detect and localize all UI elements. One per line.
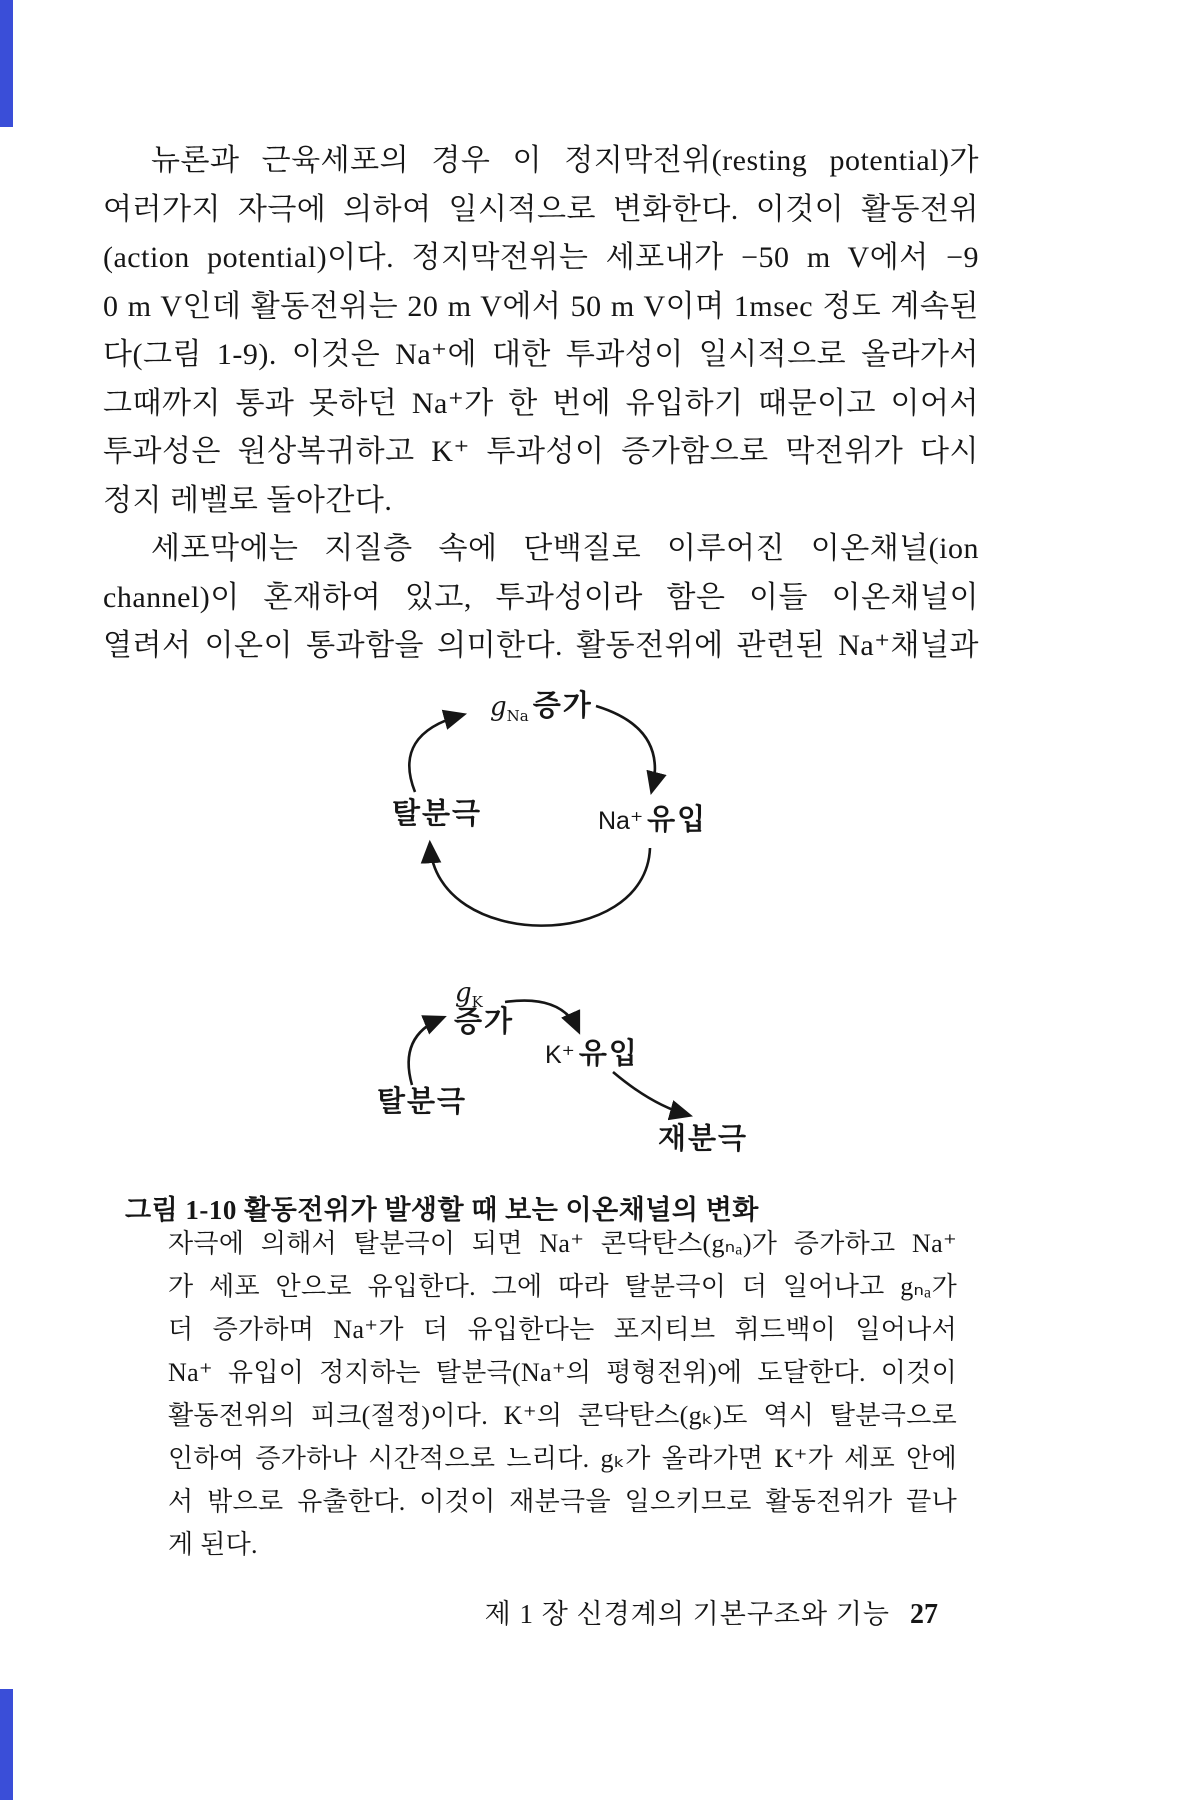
increase-text: 증가 [532, 690, 593, 722]
figure-k-repolarization-chain [360, 978, 750, 1160]
arrow-gna-to-nainflow [596, 706, 655, 790]
body-line: 0 m V인데 활동전위는 20 m V에서 50 m V이며 1msec 정도 계속된 [103, 289, 979, 323]
arrow-kinflow-to-repol [613, 1072, 688, 1115]
na-ion-text: Na⁺ [598, 807, 644, 835]
caption-line: 게 된다. [168, 1530, 258, 1559]
figure-caption-body [168, 1222, 957, 1566]
caption-line: 서 밖으로 유출한다. 이것이 재분극을 일으키므로 활동전위가 끝나 [168, 1487, 957, 1516]
body-text [103, 137, 979, 671]
body-line: 열려서 이온이 통과함을 의미한다. 활동전위에 관련된 Na⁺채널과 [103, 629, 979, 662]
chapter-title: 제 1 장 신경계의 기본구조와 기능 [484, 1599, 890, 1629]
figure-na-feedback-cycle [350, 690, 750, 952]
arrow-depol-to-gna [409, 715, 462, 792]
arrow-nainflow-to-depol [430, 845, 650, 926]
caption-line: 가 세포 안으로 유입한다. 그에 따라 탈분극이 더 일어나고 gₙₐ가 [168, 1272, 957, 1301]
body-line: 다(그림 1-9). 이것은 Na⁺에 대한 투과성이 일시적으로 올라가서 [103, 338, 979, 371]
k-ion-text: K⁺ [545, 1041, 575, 1069]
arrow-gk-to-kinflow [505, 1001, 578, 1030]
page-footer [438, 1592, 938, 1631]
conductance-symbol: $g_{Na}$ [490, 692, 529, 726]
body-line: 정지 레벨로 돌아간다. [103, 483, 393, 517]
caption-line: 활동전위의 피크(절정)이다. K⁺의 콘닥탄스(gₖ)도 역시 탈분극으로 [168, 1401, 957, 1430]
body-line: 뉴론과 근육세포의 경우 이 정지막전위(resting potential)가 [151, 144, 979, 177]
figure-caption-title: 그림 1-10 활동전위가 발생할 때 보는 이온채널의 변화 [125, 1195, 759, 1225]
inflow-text: 유입 [578, 1038, 639, 1070]
gna-increase-label [490, 692, 593, 724]
k-inflow-label [545, 1040, 639, 1069]
blue-scan-mark-top [0, 0, 13, 127]
inflow-text: 유입 [647, 804, 708, 836]
na-inflow-label [598, 806, 707, 835]
depolarization-label: 탈분극 [392, 798, 483, 830]
gk-symbol: $g_K$ [455, 978, 483, 1012]
caption-line: Na⁺ 유입이 정지하는 탈분극(Na⁺의 평형전위)에 도달한다. 이것이 [168, 1358, 957, 1387]
arrow-depol-to-gk [409, 1018, 442, 1085]
repolarization-label: 재분극 [658, 1123, 749, 1155]
caption-line: 인하여 증가하나 시간적으로 느리다. gₖ가 올라가면 K⁺가 세포 안에 [168, 1444, 957, 1473]
depolarization-label: 탈분극 [377, 1086, 468, 1118]
caption-line: 더 증가하며 Na⁺가 더 유입한다는 포지티브 휘드백이 일어나서 [168, 1315, 957, 1344]
gk-increase-label: 증가 [454, 1006, 515, 1038]
body-line: 여러가지 자극에 의하여 일시적으로 변화한다. 이것이 활동전위 [103, 192, 979, 226]
page-number: 27 [910, 1599, 938, 1630]
body-line: 투과성은 원상복귀하고 K⁺ 투과성이 증가함으로 막전위가 다시 [103, 435, 979, 468]
caption-line: 자극에 의해서 탈분극이 되면 Na⁺ 콘닥탄스(gₙₐ)가 증가하고 Na⁺ [168, 1229, 957, 1258]
body-line: 그때까지 통과 못하던 Na⁺가 한 번에 유입하기 때문이고 이어서 [103, 386, 979, 420]
body-line: (action potential)이다. 정지막전위는 세포내가 −50 m V에서 −9 [103, 241, 979, 274]
body-line: 세포막에는 지질층 속에 단백질로 이루어진 이온채널(ion [151, 532, 979, 565]
blue-scan-mark-bottom [0, 1689, 13, 1800]
body-line: channel)이 혼재하여 있고, 투과성이라 함은 이들 이온채널이 [103, 580, 979, 614]
